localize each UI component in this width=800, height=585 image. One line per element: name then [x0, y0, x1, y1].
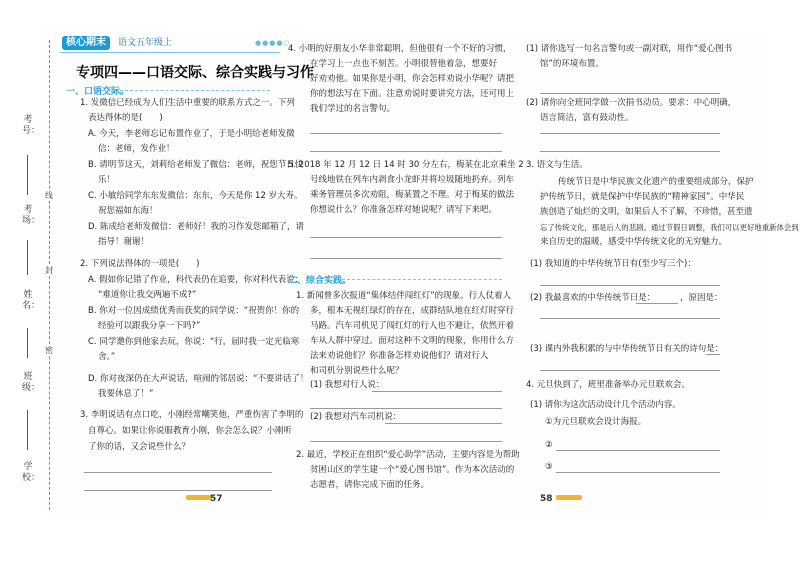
pen-icon [556, 495, 582, 500]
q2-stem: 2. 下列说法得体的一项是( ) [80, 259, 200, 269]
p2-line-2: 贫困山区的学生建一个“爱心图书馆”。作为本次活动的 [310, 465, 515, 475]
q2-option-d-2: 我要休息了！” [98, 389, 154, 399]
a1-line-1: (1) 请你选写一句名言警句或一副对联，用作“爱心图书 [526, 44, 733, 54]
section-heading-1: 一、口语交际。 [66, 87, 130, 97]
q5-line-4: 你想说什么？你准备怎样对她说呢？请写下来吧。 [310, 205, 498, 215]
q3-text-5: 来自历史的温暖，感受中华传统文化的无穷魅力。 [540, 237, 728, 247]
q1-line-2: 表达得体的是( ) [88, 113, 163, 123]
q1-option-d-2: 指导！谢谢！ [98, 237, 150, 247]
cut-mark-mi: 密 [45, 346, 53, 355]
activity-item-1: ①为元旦联欢会设计海报。 [545, 417, 647, 427]
answer-line[interactable] [540, 370, 720, 371]
q1-option-a-1: A. 今天，李老师忘记布置作业了，于是小明给老师发微 [88, 129, 295, 139]
q3-sub-1: (1) 我知道的中华传统节日有(至少写三个)： [530, 259, 696, 269]
q3-sub-3: (3) 课内外我积累的与中华传统节日有关的诗句是： [530, 344, 724, 354]
label-kaochang: 考场： [22, 205, 41, 226]
q2-option-c-1: C. 同学邀你到他家去玩，你说：“行，届时我一定光临寒 [88, 337, 300, 347]
p1-line-3: 马路。汽车司机见了闯红灯的行人也不避让，依然开着 [310, 321, 515, 331]
answer-line[interactable] [310, 151, 502, 152]
p2-line-3: 志愿者，请你完成下面的任务。 [310, 480, 430, 490]
section-rule-2 [342, 279, 502, 280]
q1-option-b-2: 乐！ [98, 175, 116, 185]
answer-line[interactable] [310, 408, 502, 409]
p1-sub-2: (2) 我想对汽车司机说： [310, 412, 402, 422]
section-heading-2: 二、综合实践。 [288, 276, 352, 286]
answer-line[interactable] [310, 133, 502, 134]
q4-heading: 4. 元旦快到了，班里准备举办元旦联欢会。 [526, 380, 690, 390]
answer-line[interactable] [540, 133, 720, 134]
q4-line-1: 4. 小明的好朋友小华非常聪明，但他很有一个不好的习惯， [288, 44, 512, 54]
activity-item-2: ② [545, 440, 553, 450]
pen-icon [186, 495, 212, 500]
p1-line-1: 1. 新闻曾多次报道“集体结伴闯红灯”的现象。行人仗着人 [296, 291, 512, 301]
p1-line-6: 和司机分别说些什么呢？ [310, 366, 404, 376]
page-number-right: 58 [540, 494, 553, 504]
activity-item-3: ③ [545, 462, 553, 472]
q5-line-2: 号线地铁在列车内剥食小龙虾并将垃圾随地扔弃。列车 [310, 175, 515, 185]
q3-line-1: 3. 李明说话有点口吃，小刚经常嘲笑他，严重伤害了李明的 [80, 410, 304, 420]
fill-line-xingming [27, 328, 28, 358]
q3-text-4: 忘了传统文化，那是后人的悲剧。通过节假日调整，我们可以更好地重新体会到 [540, 223, 799, 232]
answer-line[interactable] [385, 423, 502, 424]
answer-line[interactable] [84, 490, 272, 491]
answer-line[interactable] [540, 93, 720, 94]
a2-line-2: 语言简洁，富有鼓动性。 [540, 113, 634, 123]
q3-sub-2-reason: ，原因是： [680, 293, 723, 303]
p1-sub-1: (1) 我想对行人说： [310, 380, 385, 390]
q2-option-c-2: 舍。” [98, 352, 116, 362]
p2-line-1: 2. 最近，学校正在组织“爱心助学”活动，主要内容是为帮助 [296, 450, 520, 460]
q4-sub-1: (1) 请你为这次活动设计几个活动内容。 [530, 400, 681, 410]
q2-option-a-1: A. 假如你记错了作业，科代表仍在追要，你对科代表说： [88, 275, 304, 285]
p1-line-5: 法来劝说他们？你准备怎样劝说他们？请对行人 [310, 351, 489, 361]
q1-option-d-1: D. 陈成给老师发微信：老师好！我的习作发您邮箱了，请 [88, 222, 304, 232]
answer-line[interactable] [310, 258, 502, 259]
header-rule [60, 52, 280, 53]
q5-line-3: 乘务管理员多次劝阻，梅某置之不理。对于梅某的做法 [310, 190, 515, 200]
label-xuexiao: 学校： [22, 462, 41, 483]
cut-mark-xian: 线 [45, 191, 53, 200]
page-number-left: 57 [210, 494, 223, 504]
fill-line-kaohao [27, 155, 28, 195]
q3-sub-2: (2) 我最喜欢的中华传统节日是： [530, 293, 656, 303]
q4-line-4: 你的想法写在下面。注意劝说时要讲究方法，还可用上 [310, 89, 515, 99]
a1-line-2: 馆”的环境布置。 [540, 59, 604, 69]
page-title: 专项四——口语交际、综合实践与习作 [76, 65, 314, 81]
q1-line-1: 1. 发微信已经成为人们生活中重要的联系方式之一。下列 [80, 98, 295, 108]
a2-line-1: (2) 请你向全班同学做一次捐书动员。要求：中心明确， [526, 98, 737, 108]
q4-line-5: 我们学过的名言警句。 [310, 104, 396, 114]
q3-line-2: 自尊心。如果让你说服教育小刚，你会怎么说？小刚听 [88, 426, 293, 436]
section-rule-1 [120, 90, 270, 91]
answer-line[interactable] [556, 472, 720, 473]
answer-line[interactable] [310, 237, 502, 238]
q1-option-a-2: 信：老师，发作业！ [98, 144, 175, 154]
q1-option-c-2: 祝您福如东海！ [98, 206, 158, 216]
answer-line[interactable] [540, 285, 720, 286]
brand-logo: 核心期末 [62, 36, 110, 50]
answer-line[interactable] [540, 151, 720, 152]
answer-line[interactable] [636, 303, 678, 304]
q3-text-1: 传统节日是中华民族文化遗产的重要组成部分，保护 [558, 177, 754, 187]
q1-option-b-1: B. 请明节这天，刘莉给老师发了微信：老师，祝您节日快 [88, 160, 304, 170]
answer-line[interactable] [84, 472, 272, 473]
subject-label: 语文五年级上 [118, 38, 173, 48]
answer-line[interactable] [706, 354, 720, 355]
q4-line-2: 在学习上一点也不刻苦。小明很替他着急，想要好 [310, 59, 498, 69]
answer-line[interactable] [310, 441, 502, 442]
q3-line-3: 了你的话，又会说些什么？ [88, 442, 191, 452]
q4-line-3: 好劝劝他。如果你是小明，你会怎样劝说小华呢？请把 [310, 74, 515, 84]
binding-margin [0, 0, 60, 585]
answer-line[interactable] [372, 391, 502, 392]
q1-option-c-1: C. 小敏给同学东东发微信：东东，今天是你 12 岁大寿。 [88, 191, 303, 201]
q3-text-3: 族创造了灿烂的文明，如果后人不了解，不珍惜，甚至遗 [540, 207, 753, 217]
label-banji: 班级： [22, 372, 41, 393]
q2-option-b-2: 经验可以跟我分享一下吗?” [98, 321, 201, 331]
fill-line-kaochang [27, 240, 28, 275]
q2-option-b-1: B. 你对一位因成绩优秀而获奖的同学说：“祝贺你！你的 [88, 306, 300, 316]
cut-mark-feng: 封 [45, 266, 53, 275]
answer-line[interactable] [556, 450, 720, 451]
q3-heading: 3. 语文与生活。 [526, 160, 588, 170]
q2-option-d-1: D. 你对夜深仍在大声说话，喧闹的邻居说：“不要讲话了！ [88, 374, 309, 384]
fill-line-banji [27, 410, 28, 450]
q5-line-1: 5. 2018 年 12 月 12 日 14 时 30 分左右，梅某在北京乘坐 2 [288, 160, 524, 170]
label-kaohao: 考号： [22, 115, 41, 136]
p1-line-2: 多，根本无视红绿灯的存在，成群结队地在红灯时穿行 [310, 306, 515, 316]
label-xingming: 姓名： [22, 290, 41, 311]
q2-option-a-2: “难道你让我交两遍不成?” [98, 290, 197, 300]
answer-line[interactable] [540, 318, 720, 319]
p1-line-4: 车从人群中穿过。面对这种不文明的现象，你用什么方 [310, 336, 515, 346]
header-dots: ●●●●○ [255, 39, 291, 47]
q3-text-2: 护传统节日，就是保护中华民族的“精神家园”。中华民 [540, 192, 745, 202]
